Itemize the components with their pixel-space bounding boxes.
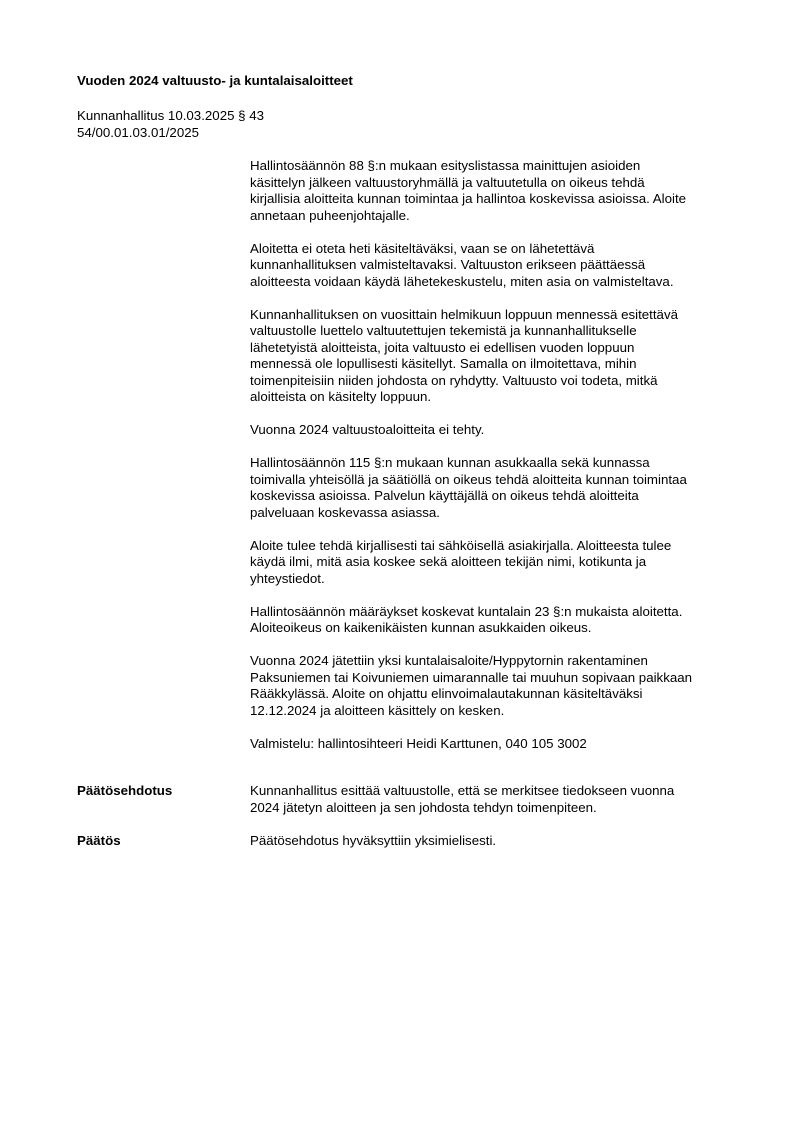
text-line: aloitteista on käsitelty loppuun. <box>250 389 432 404</box>
text-line: Paksuniemen tai Koivuniemen uimarannalle tai muuhun sopivaan paikkaan <box>250 669 693 685</box>
paragraph-council-initiatives <box>250 422 740 439</box>
text-line: Vuonna 2024 valtuustoaloitteita ei tehty. <box>250 422 485 437</box>
text-line: Hallintosäännön määräykset koskevat kuntalain 23 §:n mukaista aloitetta. <box>250 603 683 619</box>
text-line: annetaan puheenjohtajalle. <box>250 207 410 223</box>
text-line: 12.12.2024 ja aloitteen käsittely on kesken. <box>250 702 505 718</box>
text-line: kunnanhallituksen valmisteltavaksi. Valtuuston erikseen päättäessä <box>250 257 646 272</box>
text-line: Aloite tulee tehdä kirjallisesti tai sähköisellä asiakirjalla. Aloitteesta tulee <box>250 537 672 553</box>
paragraph-municipal-act <box>250 604 740 637</box>
proposal-text <box>250 783 740 816</box>
text-line: yhteystiedot. <box>250 570 325 586</box>
text-line: aloitteesta voidaan käydä lähetekeskustelu, miten asia on valmisteltava. <box>250 273 674 289</box>
text-line: Vuonna 2024 jätettiin yksi kuntalaisaloite/Hyppytornin rakentaminen <box>250 653 648 668</box>
text-line: toimivalla yhteisöllä ja säätiöllä on oikeus tehdä aloitteita kunnan toimintaa <box>250 471 687 487</box>
paragraph-resident-rights <box>250 455 740 521</box>
text-line: Kunnanhallituksen on vuosittain helmikuun loppuun mennessä esitettävä <box>250 306 679 322</box>
paragraph-preparation <box>250 241 740 291</box>
text-line: koskevissa asioissa. Palvelun käyttäjällä on oikeus tehdä aloitteita <box>250 488 639 503</box>
paragraph-preparer <box>250 736 740 753</box>
text-line: lähetetyistä aloitteista, joita valtuusto ei edellisen vuoden loppuun <box>250 339 635 355</box>
document-title: Vuoden 2024 valtuusto- ja kuntalaisaloitteet <box>77 73 353 88</box>
record-id: 54/00.01.03.01/2025 <box>77 124 200 140</box>
text-line: käsittelyn jälkeen valtuustoryhmällä ja valtuutetulla on oikeus tehdä <box>250 174 645 190</box>
meeting-reference: Kunnanhallitus 10.03.2025 § 43 <box>77 108 265 123</box>
text-line: Päätösehdotus hyväksyttiin yksimielisesti. <box>250 833 497 848</box>
decision-text <box>250 833 740 850</box>
paragraph-annual-list <box>250 307 740 406</box>
text-line: 2024 jätetyn aloitteen ja sen johdosta tehdyn toimenpiteen. <box>250 799 597 815</box>
text-line: Hallintosäännön 115 §:n mukaan kunnan asukkaalla sekä kunnassa <box>250 455 650 470</box>
proposal-label: Päätösehdotus <box>77 783 173 798</box>
text-line: kirjallisia aloitteita kunnan toimintaa ja hallintoa koskevissa asioissa. Aloite <box>250 191 687 206</box>
text-line: palveluaan koskevassa asiassa. <box>250 504 440 520</box>
decision-label: Päätös <box>77 833 121 848</box>
text-line: käydä ilmi, mitä asia koskee sekä aloitteen tekijän nimi, kotikunta ja <box>250 554 647 569</box>
text-line: Rääkkylässä. Aloite on ohjattu elinvoimalautakunnan käsiteltäväksi <box>250 686 643 701</box>
text-line: toimenpiteisiin niiden johdosta on ryhdytty. Valtuusto voi todeta, mitkä <box>250 372 658 388</box>
text-line: Valmistelu: hallintosihteeri Heidi Karttunen, 040 105 3002 <box>250 735 587 751</box>
paragraph-submission-form <box>250 538 740 588</box>
text-line: valtuustolle luettelo valtuutettujen tekemistä ja kunnanhallitukselle <box>250 323 637 338</box>
text-line: Hallintosäännön 88 §:n mukaan esityslistassa mainittujen asioiden <box>250 158 641 173</box>
paragraph-initiative-rules <box>250 158 740 224</box>
text-line: Aloitetta ei oteta heti käsiteltäväksi, vaan se on lähetettävä <box>250 240 595 256</box>
meeting-info <box>77 108 264 141</box>
text-line: Kunnanhallitus esittää valtuustolle, että se merkitsee tiedokseen vuonna <box>250 783 675 798</box>
text-line: Aloiteoikeus on kaikenikäisten kunnan asukkaiden oikeus. <box>250 620 592 635</box>
body-text <box>250 158 740 769</box>
paragraph-resident-initiative-2024 <box>250 653 740 719</box>
text-line: mennessä ole lopullisesti käsitellyt. Samalla on ilmoitettava, mihin <box>250 356 637 371</box>
